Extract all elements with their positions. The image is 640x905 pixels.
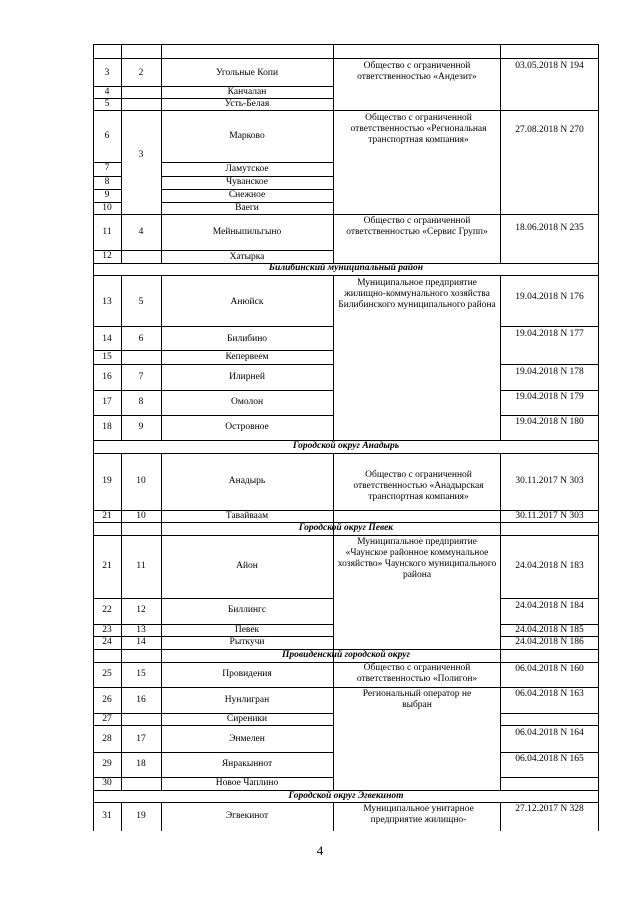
organization-name: Общество с ограниченной ответственностью «Андезит» <box>357 61 477 82</box>
row-number: 12 <box>102 251 112 261</box>
settlement-name: Ваеги <box>235 203 259 213</box>
table-rule <box>333 535 334 662</box>
row-number: 3 <box>104 68 110 78</box>
order-date: 19.04.2018 N 178 <box>515 367 584 377</box>
settlement-number: 12 <box>136 605 146 615</box>
settlement-name: Кепервеем <box>225 352 269 362</box>
table-rule <box>161 162 333 163</box>
table-rule <box>500 713 599 714</box>
table-rule <box>598 44 599 831</box>
section-heading: Городской округ Певек <box>298 523 394 533</box>
table-rule <box>93 58 599 59</box>
organization-name: Общество с ограниченной ответственностью «Анадырская транспортная компания» <box>353 470 484 502</box>
settlement-name: Канчалан <box>227 87 267 97</box>
settlement-name: Чуванское <box>225 177 269 187</box>
table-rule <box>93 110 599 111</box>
row-number: 16 <box>102 372 112 382</box>
table-rule <box>93 364 333 365</box>
settlement-number: 11 <box>136 561 146 571</box>
row-number: 7 <box>104 163 110 173</box>
settlement-name: Новое Чаплино <box>215 778 279 788</box>
settlement-name: Снежное <box>228 190 266 200</box>
section-heading: Городской округ Анадырь <box>292 441 400 451</box>
organization-name: Общество с ограниченной ответственностью «Сервис Групп» <box>346 216 488 237</box>
row-number: 21 <box>102 511 112 521</box>
order-date: 30.11.2017 N 303 <box>515 476 584 486</box>
row-number: 19 <box>102 476 112 486</box>
order-date: 19.04.2018 N 180 <box>515 417 584 427</box>
row-number: 13 <box>102 297 112 307</box>
settlement-name: Мейныпильгыно <box>212 227 282 237</box>
row-number: 4 <box>104 87 110 97</box>
table-rule <box>93 598 333 599</box>
page-number: 4 <box>316 843 324 858</box>
table-rule <box>121 662 122 790</box>
order-date: 06.04.2018 N 163 <box>515 689 584 699</box>
settlement-name: Островное <box>225 422 269 432</box>
table-rule <box>93 687 599 688</box>
organization-name: Общество с ограниченной ответственностью «Региональная транспортная компания» <box>350 113 487 145</box>
order-date: 27.08.2018 N 270 <box>515 125 584 135</box>
section-heading: Городской округ Эгвекинот <box>288 791 404 801</box>
table-rule <box>93 326 333 327</box>
table-rule <box>500 725 599 726</box>
settlement-name: Анюйск <box>230 297 264 307</box>
order-date: 24.04.2018 N 183 <box>515 561 584 571</box>
order-date: 27.12.2017 N 328 <box>515 804 584 814</box>
organization-name: Общество с ограниченной ответственностью «Полигон» <box>356 663 478 684</box>
settlement-name: Певек <box>234 625 260 635</box>
settlement-name: Илирней <box>229 372 265 382</box>
settlement-name: Тавайваам <box>225 511 269 521</box>
order-date: 24.04.2018 N 185 <box>515 625 584 635</box>
row-number: 29 <box>102 759 112 769</box>
order-date: 06.04.2018 N 165 <box>515 754 584 764</box>
settlement-name: Хатырка <box>229 252 265 262</box>
row-number: 31 <box>102 811 112 821</box>
table-rule <box>500 752 599 753</box>
table-rule <box>500 364 599 365</box>
settlement-name: Ламутское <box>225 164 269 174</box>
row-number: 11 <box>102 227 112 237</box>
row-number: 9 <box>104 190 110 200</box>
row-number: 18 <box>102 422 112 432</box>
row-number: 28 <box>102 734 112 744</box>
table-rule <box>93 250 333 251</box>
table-rule <box>333 44 334 263</box>
table-rule <box>500 415 599 416</box>
row-number: 22 <box>102 605 112 615</box>
settlement-number: 5 <box>138 297 144 307</box>
row-number: 27 <box>102 714 112 724</box>
row-number: 5 <box>104 99 110 109</box>
settlement-number: 19 <box>136 811 146 821</box>
row-number: 17 <box>102 397 112 407</box>
table-rule <box>93 453 599 454</box>
row-number: 23 <box>102 625 112 635</box>
table-rule <box>93 415 333 416</box>
organization-name: Муниципальное унитарное предприятие жилищно- <box>363 804 474 825</box>
settlement-name: Усть-Белая <box>224 99 270 109</box>
settlement-number: 4 <box>138 227 144 237</box>
row-number: 8 <box>104 177 110 187</box>
settlement-name: Билибино <box>226 334 268 344</box>
order-date: 24.04.2018 N 186 <box>515 637 584 647</box>
settlement-name: Нунлигран <box>224 695 270 705</box>
settlement-number: 13 <box>136 625 146 635</box>
table-rule <box>500 777 599 778</box>
settlement-number: 18 <box>136 759 146 769</box>
section-heading: Провиденский городской округ <box>282 650 410 660</box>
settlement-name: Марково <box>229 131 265 141</box>
table-rule <box>93 390 333 391</box>
table-rule <box>93 350 333 351</box>
settlement-number: 15 <box>136 669 146 679</box>
table-rule <box>93 275 599 276</box>
settlement-name: Айон <box>236 561 258 571</box>
settlement-number: 10 <box>136 476 146 486</box>
organization-name: Муниципальное предприятие «Чаунское районное коммунальное хозяйство» Чаунского муниципального района <box>337 537 497 580</box>
table-rule <box>500 598 599 599</box>
settlement-number: 10 <box>136 511 146 521</box>
settlement-name: Рыткучи <box>229 637 265 647</box>
settlement-number: 9 <box>138 422 144 432</box>
row-number: 24 <box>102 637 112 647</box>
settlement-name: Угольные Копи <box>215 68 279 78</box>
settlement-name: Сиреники <box>226 714 268 724</box>
section-heading: Билибинский муниципальный район <box>268 263 424 273</box>
settlement-name: Провидения <box>222 669 272 679</box>
settlement-name: Омолон <box>230 397 264 407</box>
settlement-name: Анадырь <box>228 476 266 486</box>
row-number: 30 <box>102 778 112 788</box>
order-date: 03.05.2018 N 194 <box>515 61 584 71</box>
settlement-number: 16 <box>136 695 146 705</box>
table-rule <box>93 214 599 215</box>
row-number: 25 <box>102 669 112 679</box>
table-rule <box>333 802 334 831</box>
settlement-number: 7 <box>138 372 144 382</box>
row-number: 10 <box>102 203 112 213</box>
settlement-name: Янракыннот <box>221 759 273 769</box>
table-rule <box>333 662 334 790</box>
row-number: 21 <box>102 561 112 571</box>
table-rule <box>93 802 599 803</box>
table-rule <box>93 44 599 45</box>
settlement-number: 8 <box>138 397 144 407</box>
table-rule <box>93 752 333 753</box>
table-rule <box>333 275 334 440</box>
settlement-number: 2 <box>138 68 144 78</box>
order-date: 19.04.2018 N 177 <box>515 329 584 339</box>
table-rule <box>93 535 599 536</box>
table-rule <box>500 326 599 327</box>
order-date: 18.06.2018 N 235 <box>515 223 584 233</box>
order-date: 24.04.2018 N 184 <box>515 601 584 611</box>
settlement-number: 17 <box>136 734 146 744</box>
order-date: 19.04.2018 N 176 <box>515 292 584 302</box>
settlement-name: Эгвекинот <box>225 811 269 821</box>
table-rule <box>500 390 599 391</box>
row-number: 14 <box>102 334 112 344</box>
row-number: 15 <box>102 352 112 362</box>
order-date: 06.04.2018 N 160 <box>515 664 584 674</box>
table-rule <box>93 725 333 726</box>
organization-name: Региональный оператор не выбран <box>362 689 472 710</box>
settlement-number: 3 <box>138 150 144 160</box>
table-rule <box>500 662 501 790</box>
row-number: 26 <box>102 695 112 705</box>
settlement-name: Биллингс <box>227 605 267 615</box>
order-date: 19.04.2018 N 179 <box>515 392 584 402</box>
settlement-number: 14 <box>136 637 146 647</box>
table-rule <box>161 662 162 790</box>
settlement-name: Энмелен <box>229 734 265 744</box>
order-date: 06.04.2018 N 164 <box>515 728 584 738</box>
settlement-number: 6 <box>138 334 144 344</box>
order-date: 30.11.2017 N 303 <box>515 511 584 521</box>
row-number: 6 <box>104 131 110 141</box>
document-table <box>93 44 599 831</box>
organization-name: Муниципальное предприятие жилищно-коммунального хозяйства Билибинского муниципального района <box>338 278 496 310</box>
